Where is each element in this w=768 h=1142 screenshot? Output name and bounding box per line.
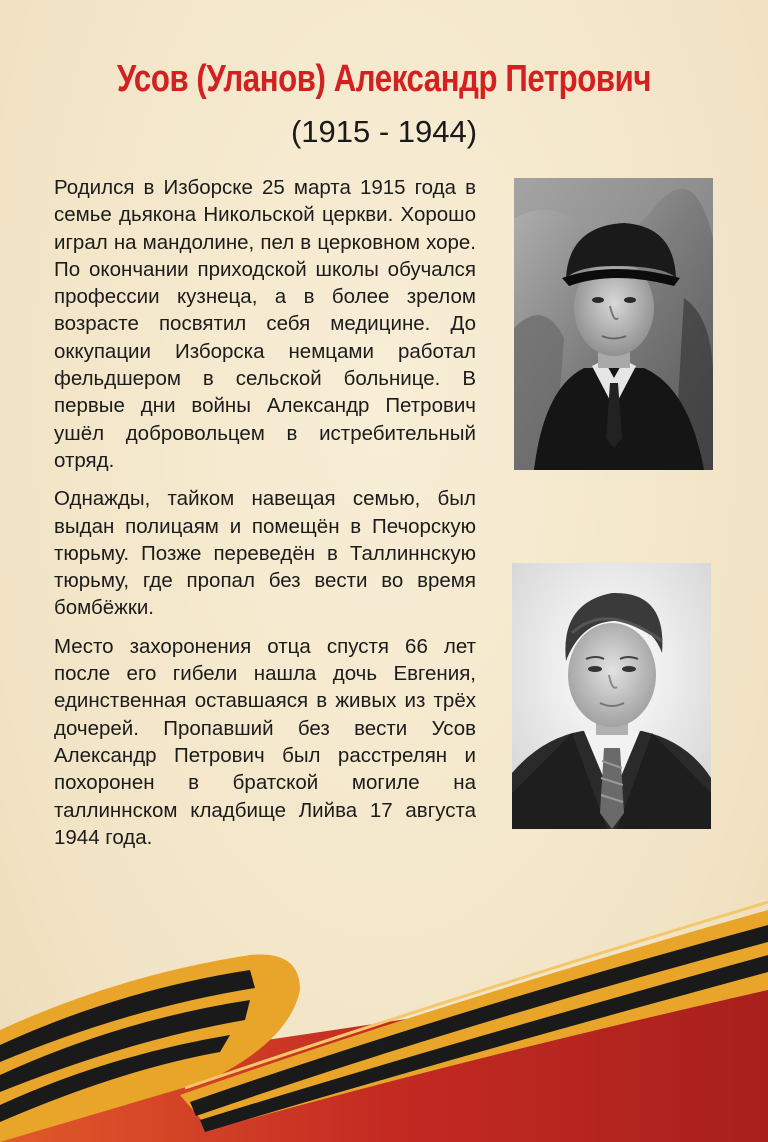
page-title: Усов (Уланов) Александр Петрович: [116, 58, 652, 100]
biography-paragraph-1: Родился в Изборске 25 марта 1915 года в семье дьякона Никольской церкви. Хорошо играл на мандолине, пел в церковном хоре. По окончании приходской школы обучался профессии кузнеца, а в более зрелом возрасте посвятил себя медицине. До оккупации Изборска немцами работал фельдшером в сельской больнице. В первые дни войны Александр Петрович ушёл добровольцем в истребительный отряд.: [54, 176, 476, 472]
biography-paragraph-2: Однажды, тайком навещая семью, был выдан полицаям и помещён в Печорскую тюрьму. Позже переведён в Таллиннскую тюрьму, где пропал без вести во время бомбёжки.: [54, 487, 476, 620]
biography-paragraph-3: Место захоронения отца спустя 66 лет после его гибели нашла дочь Евгения, единственная оставшаяся в живых из трёх дочерей. Пропавший без вести Усов Александр Петрович был расстрелян и похоронен в братской могиле на таллиннском кладбище Лийва 17 августа 1944 года.: [54, 634, 476, 849]
portrait-photo-young: [514, 178, 713, 470]
biography-text: [54, 174, 476, 862]
st-george-ribbon-decoration: [0, 880, 768, 1142]
life-years: (1915 - 1944): [290, 114, 478, 149]
portrait-photo-adult: [512, 563, 711, 829]
portrait-adult-image: [512, 563, 711, 829]
portrait-young-image: [514, 178, 713, 470]
